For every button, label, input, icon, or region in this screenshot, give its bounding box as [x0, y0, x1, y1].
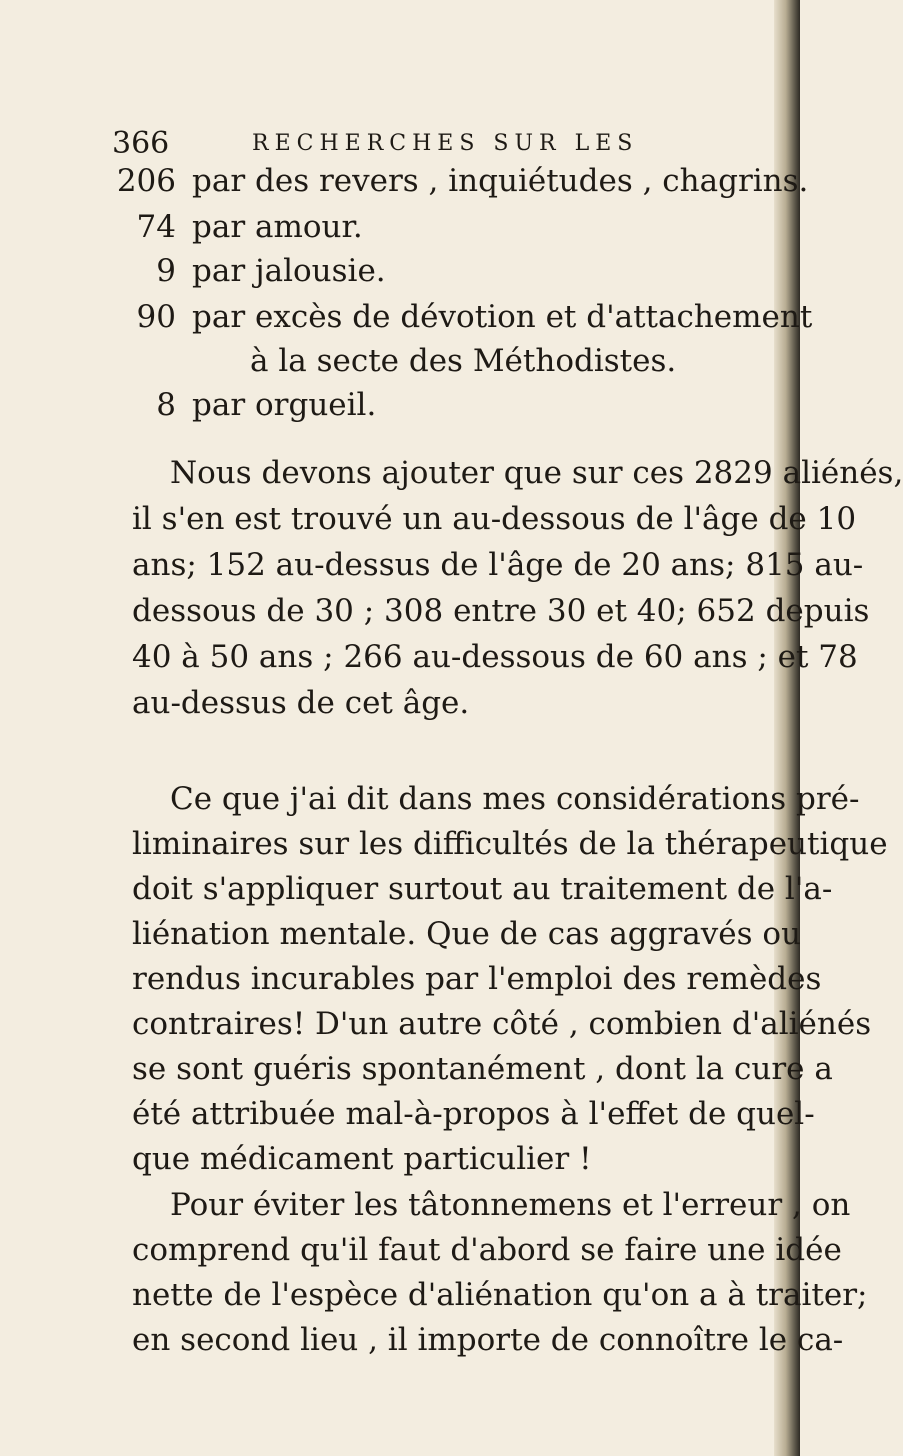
list-item — [110, 384, 750, 426]
entry-text: par excès de dévotion et d'attachement — [192, 299, 813, 335]
entry-text: par jalousie. — [192, 253, 386, 289]
paragraph-line: en second lieu , il importe de connoître le ca- — [132, 1322, 844, 1358]
list-item — [110, 250, 750, 292]
entry-count: 90 — [136, 299, 176, 335]
entry-count: 9 — [156, 253, 176, 289]
entry-count: 206 — [116, 163, 176, 199]
paragraph-line: Pour éviter les tâtonnemens et l'erreur , on — [170, 1187, 851, 1223]
page-number: 366 — [112, 126, 170, 161]
paragraph-line: doit s'appliquer surtout au traitement de l'a- — [132, 871, 833, 907]
paragraph-line: Ce que j'ai dit dans mes considérations pré- — [170, 781, 860, 817]
paragraph-line: Nous devons ajouter que sur ces 2829 aliénés, — [170, 455, 903, 491]
paragraph-line: nette de l'espèce d'aliénation qu'on a à traiter; — [132, 1277, 868, 1313]
entry-continuation: à la secte des Méthodistes. — [250, 343, 677, 379]
paragraph-line: 40 à 50 ans ; 266 au-dessous de 60 ans ; et 78 — [132, 639, 858, 675]
entry-count: 74 — [136, 209, 176, 245]
paragraph-line: que médicament particulier ! — [132, 1141, 592, 1177]
paragraph-line: été attribuée mal-à-propos à l'effet de quel- — [132, 1096, 815, 1132]
list-item — [110, 160, 809, 202]
paragraph-line: liénation mentale. Que de cas aggravés ou — [132, 916, 802, 952]
entry-text: par orgueil. — [192, 387, 377, 423]
paragraph-line: au-dessus de cet âge. — [132, 685, 470, 721]
paragraph-line: se sont guéris spontanément , dont la cure a — [132, 1051, 833, 1087]
paragraph-line: rendus incurables par l'emploi des remèdes — [132, 961, 822, 997]
entry-text: par amour. — [192, 209, 363, 245]
entry-text: par des revers , inquiétudes , chagrins. — [192, 163, 809, 199]
list-item — [110, 206, 750, 248]
paragraph-line: contraires! D'un autre côté , combien d'aliénés — [132, 1006, 872, 1042]
paragraph-line: il s'en est trouvé un au-dessous de l'âge de 10 — [132, 501, 857, 537]
list-item — [110, 296, 813, 338]
paragraph-line: liminaires sur les difficultés de la thérapeutique — [132, 826, 888, 862]
paragraph-line: ans; 152 au-dessus de l'âge de 20 ans; 815 au- — [132, 547, 864, 583]
running-title: RECHERCHES SUR LES — [252, 131, 639, 156]
paragraph-line: dessous de 30 ; 308 entre 30 et 40; 652 depuis — [132, 593, 870, 629]
paragraph-line: comprend qu'il faut d'abord se faire une idée — [132, 1232, 842, 1268]
page-header — [112, 124, 672, 164]
entry-count: 8 — [156, 387, 176, 423]
